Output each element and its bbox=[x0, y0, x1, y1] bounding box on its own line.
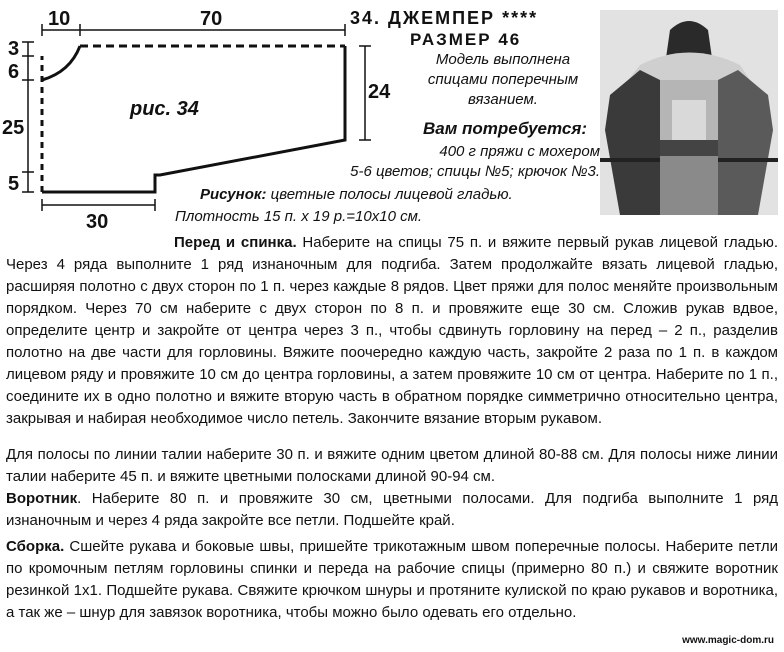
assembly-heading: Сборка. bbox=[6, 538, 65, 555]
stripes-section: Для полосы по линии талии наберите 30 п. и вяжите одним цветом длиной 80-88 см. Для полосы ниже линии талии наберите 45 п. и вяжите цветными полосками длиной 90-94 см. bbox=[6, 446, 778, 485]
materials-line-2: 5-6 цветов; спицы №5; крючок №3. bbox=[350, 163, 600, 180]
front-back-text: Наберите на спицы 75 п. и вяжите первый рукав лицевой гладью. Через 4 ряда выполните 1 ряд изнаночным для подгиба. Затем продолжайте вязать лицевой гладью, расширяя полотно с двух сторон по 1 п. через каждые 8 рядов. Цвет пряжи для полос меняйте произвольным порядком. Через 70 см наберите с двух сторон по 8 п. и провяжите еще 30 см. Сложив рукав вдвое, определите центр и закройте от центра через 3 п., чтобы сдвинуть горловину на перед – 2 п., разделив полотно на две части для горловины. Вяжите поочередно каждую часть, закройте 2 раза по 1 п. в каждом лицевом ряду и провяжите 10 см до центра горловины, а затем провяжите 10 см от центра. Наберите по 1 п., соедините их в одно полотно и вяжите вторую часть в обратном порядке симметрично относительно центра, закрывая и набирая необходимое число петель. Закончите вязание вторым рукавом. bbox=[6, 234, 778, 427]
intro-text: Модель выполнена спицами поперечным вязанием. bbox=[427, 51, 579, 108]
front-back-heading: Перед и спинка. bbox=[174, 234, 297, 251]
materials-line-1: 400 г пряжи с мохером bbox=[439, 143, 600, 160]
site-watermark: www.magic-dom.ru bbox=[682, 635, 774, 646]
collar-text: . Наберите 80 п. и провяжите 30 см, цветными полосами. Для подгиба выполните 1 ряд изнаночным и через 4 ряда закройте все петли. Подшейте край. bbox=[6, 490, 778, 529]
pattern-line bbox=[200, 186, 513, 203]
dim-left-main: 25 bbox=[2, 117, 25, 139]
collar-section bbox=[6, 488, 778, 532]
article-title: 34. ДЖЕМПЕР **** bbox=[350, 8, 539, 28]
pattern-text: цветные полосы лицевой гладью. bbox=[266, 186, 513, 203]
sweater-photo bbox=[600, 10, 778, 215]
density-line: Плотность 15 п. х 19 р.=10х10 см. bbox=[175, 208, 423, 225]
dim-left-top: 3 bbox=[8, 38, 20, 60]
assembly-text: Сшейте рукава и боковые швы, пришейте трикотажным швом поперечные полосы. Наберите петли по кромочным петлям горловины спинки и переда на рабочие спицы (примерно 80 п.) и свяжите воротник резинкой 1х1. Подшейте рукава. Свяжите крючком шнуры и протяните кулиской по краю рукавов и воротника, а так же – шнур для завязок воротника, чтобы можно было одевать его отдельно. bbox=[6, 538, 778, 621]
materials-text bbox=[270, 142, 600, 182]
dim-top-right: 70 bbox=[200, 8, 223, 30]
dim-bottom: 30 bbox=[86, 211, 109, 233]
dim-left-bottom: 5 bbox=[8, 173, 20, 195]
assembly-section bbox=[6, 536, 778, 624]
pattern-label: Рисунок: bbox=[200, 186, 267, 203]
figure-label: рис. 34 bbox=[130, 98, 199, 120]
dim-top-left: 10 bbox=[48, 8, 71, 30]
dim-left-second: 6 bbox=[8, 61, 20, 83]
front-back-section bbox=[6, 232, 778, 430]
dim-right-height: 24 bbox=[368, 81, 391, 103]
size-label: РАЗМЕР 46 bbox=[410, 30, 522, 49]
collar-heading: Воротник bbox=[6, 490, 78, 507]
materials-heading: Вам потребуется: bbox=[423, 119, 587, 138]
